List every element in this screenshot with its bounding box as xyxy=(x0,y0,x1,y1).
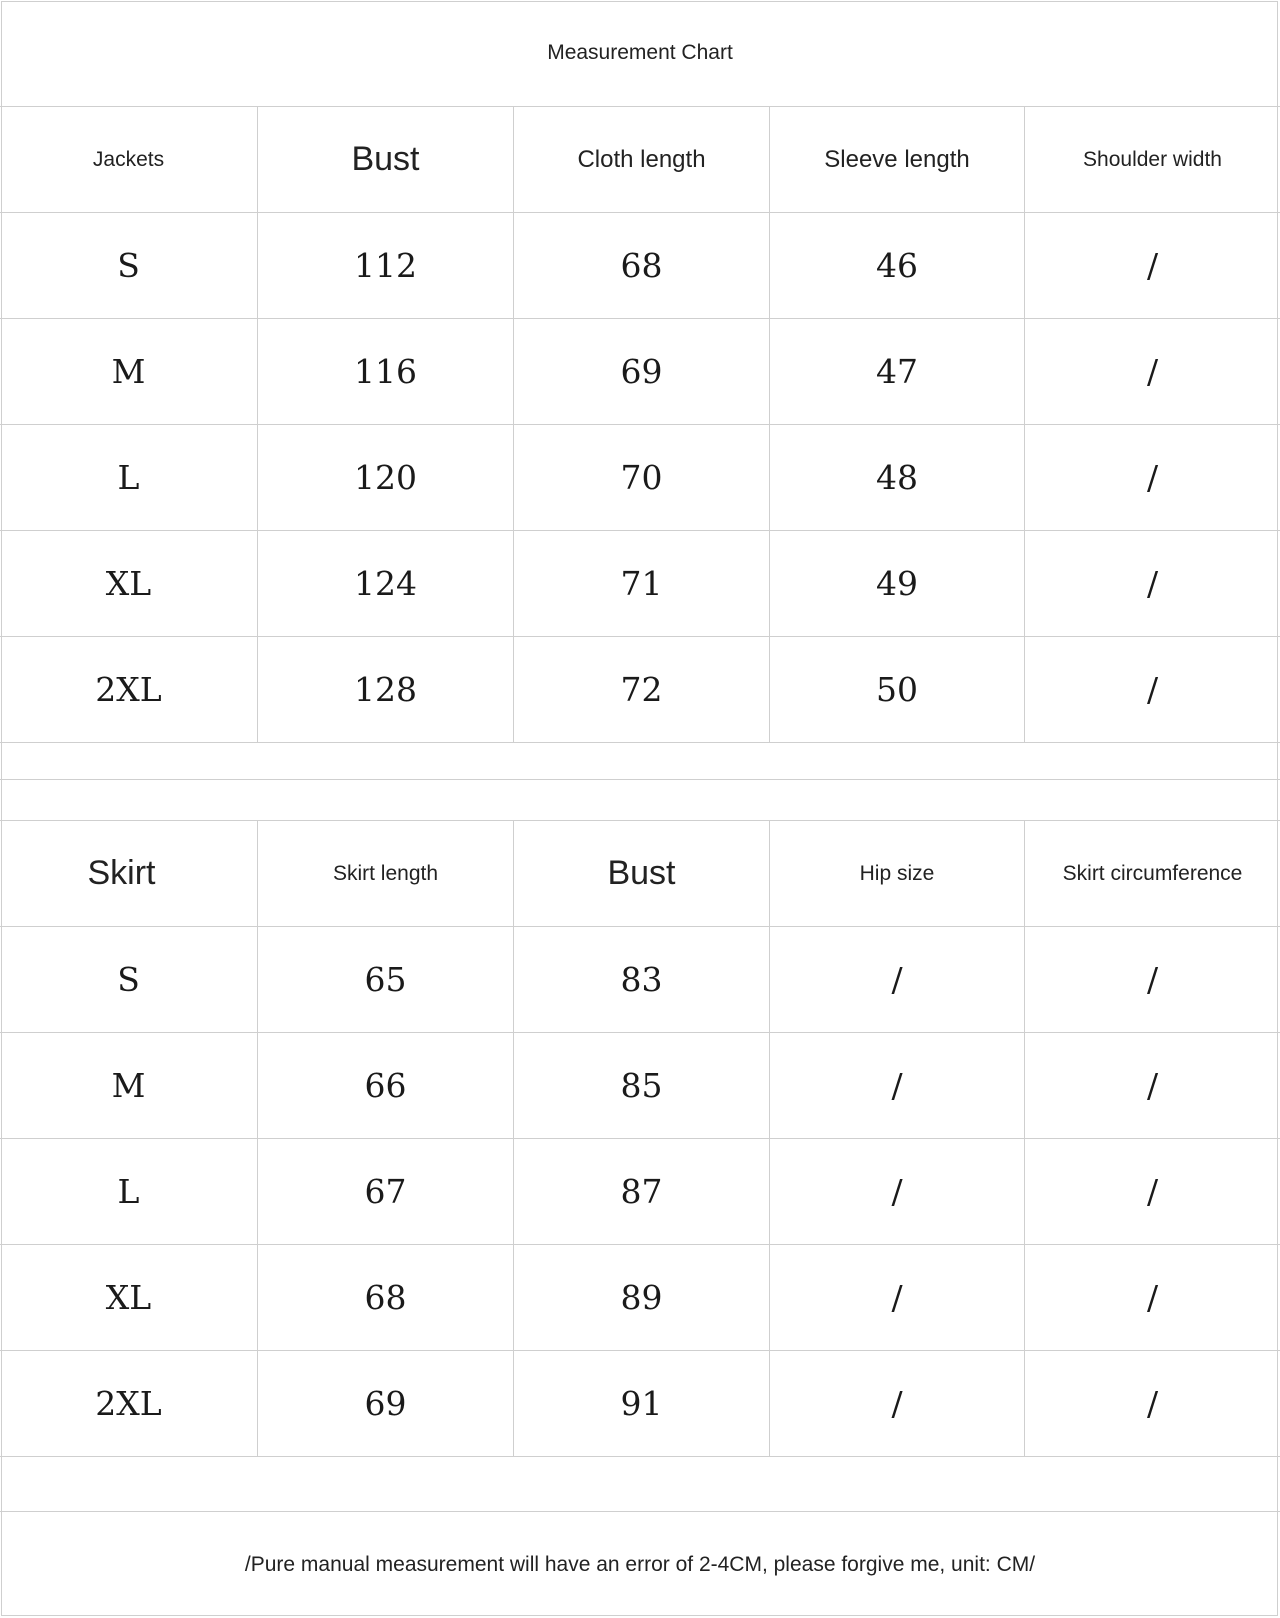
divider xyxy=(0,1244,1280,1245)
size-cell: S xyxy=(117,246,140,285)
shoulder-width-cell: / xyxy=(1024,425,1280,530)
hip-size-cell: / xyxy=(769,927,1024,1032)
size-cell: 2XL xyxy=(95,1384,162,1423)
jackets-row xyxy=(0,425,1280,530)
bust-cell: 120 xyxy=(257,425,513,530)
skirt-circumference-cell: / xyxy=(1024,927,1280,1032)
hip-size-cell: / xyxy=(769,1351,1024,1456)
jackets-header-sleeve-length: Sleeve length xyxy=(769,107,1024,212)
divider xyxy=(0,1350,1280,1351)
divider xyxy=(0,530,1280,531)
jackets-header-cloth-length: Cloth length xyxy=(513,107,769,212)
jackets-header-row xyxy=(0,107,1280,212)
shoulder-width-cell: / xyxy=(1024,319,1280,424)
skirt-header-skirt-length: Skirt length xyxy=(257,821,513,926)
divider xyxy=(0,636,1280,637)
measurement-note: /Pure manual measurement will have an error of 2-4CM, please forgive me, unit: CM/ xyxy=(244,1552,1036,1576)
skirt-row xyxy=(0,1245,1280,1350)
hip-size-cell: / xyxy=(769,1139,1024,1244)
skirt-row xyxy=(0,927,1280,1032)
jackets-row xyxy=(0,213,1280,318)
shoulder-width-cell: / xyxy=(1024,213,1280,318)
size-cell: 2XL xyxy=(95,670,162,709)
skirt-row xyxy=(0,1033,1280,1138)
jackets-row xyxy=(0,637,1280,742)
skirt-circumference-cell: / xyxy=(1024,1351,1280,1456)
divider xyxy=(0,1138,1280,1139)
skirt-row xyxy=(0,1351,1280,1456)
skirt-row xyxy=(0,1139,1280,1244)
skirt-length-cell: 69 xyxy=(257,1351,513,1456)
divider xyxy=(0,424,1280,425)
sleeve-length-cell: 48 xyxy=(769,425,1024,530)
skirt-header-hip-size: Hip size xyxy=(769,821,1024,926)
size-cell: M xyxy=(111,1066,146,1105)
chart-title: Measurement Chart xyxy=(547,41,733,64)
divider xyxy=(0,742,1280,743)
divider xyxy=(0,1511,1280,1512)
jackets-header-shoulder-width: Shoulder width xyxy=(1024,107,1280,212)
size-cell: L xyxy=(117,1172,140,1211)
divider xyxy=(0,820,1280,821)
divider xyxy=(0,318,1280,319)
skirt-header-label: Skirt xyxy=(87,854,156,892)
divider xyxy=(0,1032,1280,1033)
size-cell: XL xyxy=(105,1278,152,1317)
divider xyxy=(0,212,1280,213)
shoulder-width-cell: / xyxy=(1024,531,1280,636)
size-cell: XL xyxy=(105,564,152,603)
skirt-circumference-cell: / xyxy=(1024,1033,1280,1138)
jackets-header-bust: Bust xyxy=(257,107,513,212)
divider xyxy=(0,106,1280,107)
bust-cell: 124 xyxy=(257,531,513,636)
shoulder-width-cell: / xyxy=(1024,637,1280,742)
bust-cell: 112 xyxy=(257,213,513,318)
bust-cell: 128 xyxy=(257,637,513,742)
sleeve-length-cell: 49 xyxy=(769,531,1024,636)
skirt-circumference-cell: / xyxy=(1024,1139,1280,1244)
hip-size-cell: / xyxy=(769,1033,1024,1138)
cloth-length-cell: 70 xyxy=(513,425,769,530)
jackets-header-label: Jackets xyxy=(92,147,165,171)
skirt-header-skirt-circumference: Skirt circumference xyxy=(1024,821,1280,926)
skirt-header-bust: Bust xyxy=(513,821,769,926)
skirt-length-cell: 66 xyxy=(257,1033,513,1138)
divider xyxy=(0,779,1280,780)
cloth-length-cell: 71 xyxy=(513,531,769,636)
skirt-length-cell: 65 xyxy=(257,927,513,1032)
bust-cell: 87 xyxy=(513,1139,769,1244)
divider xyxy=(0,1456,1280,1457)
bust-cell: 83 xyxy=(513,927,769,1032)
cloth-length-cell: 68 xyxy=(513,213,769,318)
jackets-row xyxy=(0,531,1280,636)
bust-cell: 85 xyxy=(513,1033,769,1138)
cloth-length-cell: 69 xyxy=(513,319,769,424)
cloth-length-cell: 72 xyxy=(513,637,769,742)
skirt-header-row xyxy=(0,821,1280,926)
bust-cell: 91 xyxy=(513,1351,769,1456)
title-row xyxy=(0,0,1280,106)
divider xyxy=(0,926,1280,927)
hip-size-cell: / xyxy=(769,1245,1024,1350)
sleeve-length-cell: 46 xyxy=(769,213,1024,318)
size-cell: L xyxy=(117,458,140,497)
jackets-row xyxy=(0,319,1280,424)
note-row xyxy=(0,1512,1280,1617)
sleeve-length-cell: 50 xyxy=(769,637,1024,742)
bust-cell: 89 xyxy=(513,1245,769,1350)
skirt-length-cell: 67 xyxy=(257,1139,513,1244)
bust-cell: 116 xyxy=(257,319,513,424)
skirt-circumference-cell: / xyxy=(1024,1245,1280,1350)
size-cell: S xyxy=(117,960,140,999)
sleeve-length-cell: 47 xyxy=(769,319,1024,424)
size-cell: M xyxy=(111,352,146,391)
skirt-length-cell: 68 xyxy=(257,1245,513,1350)
